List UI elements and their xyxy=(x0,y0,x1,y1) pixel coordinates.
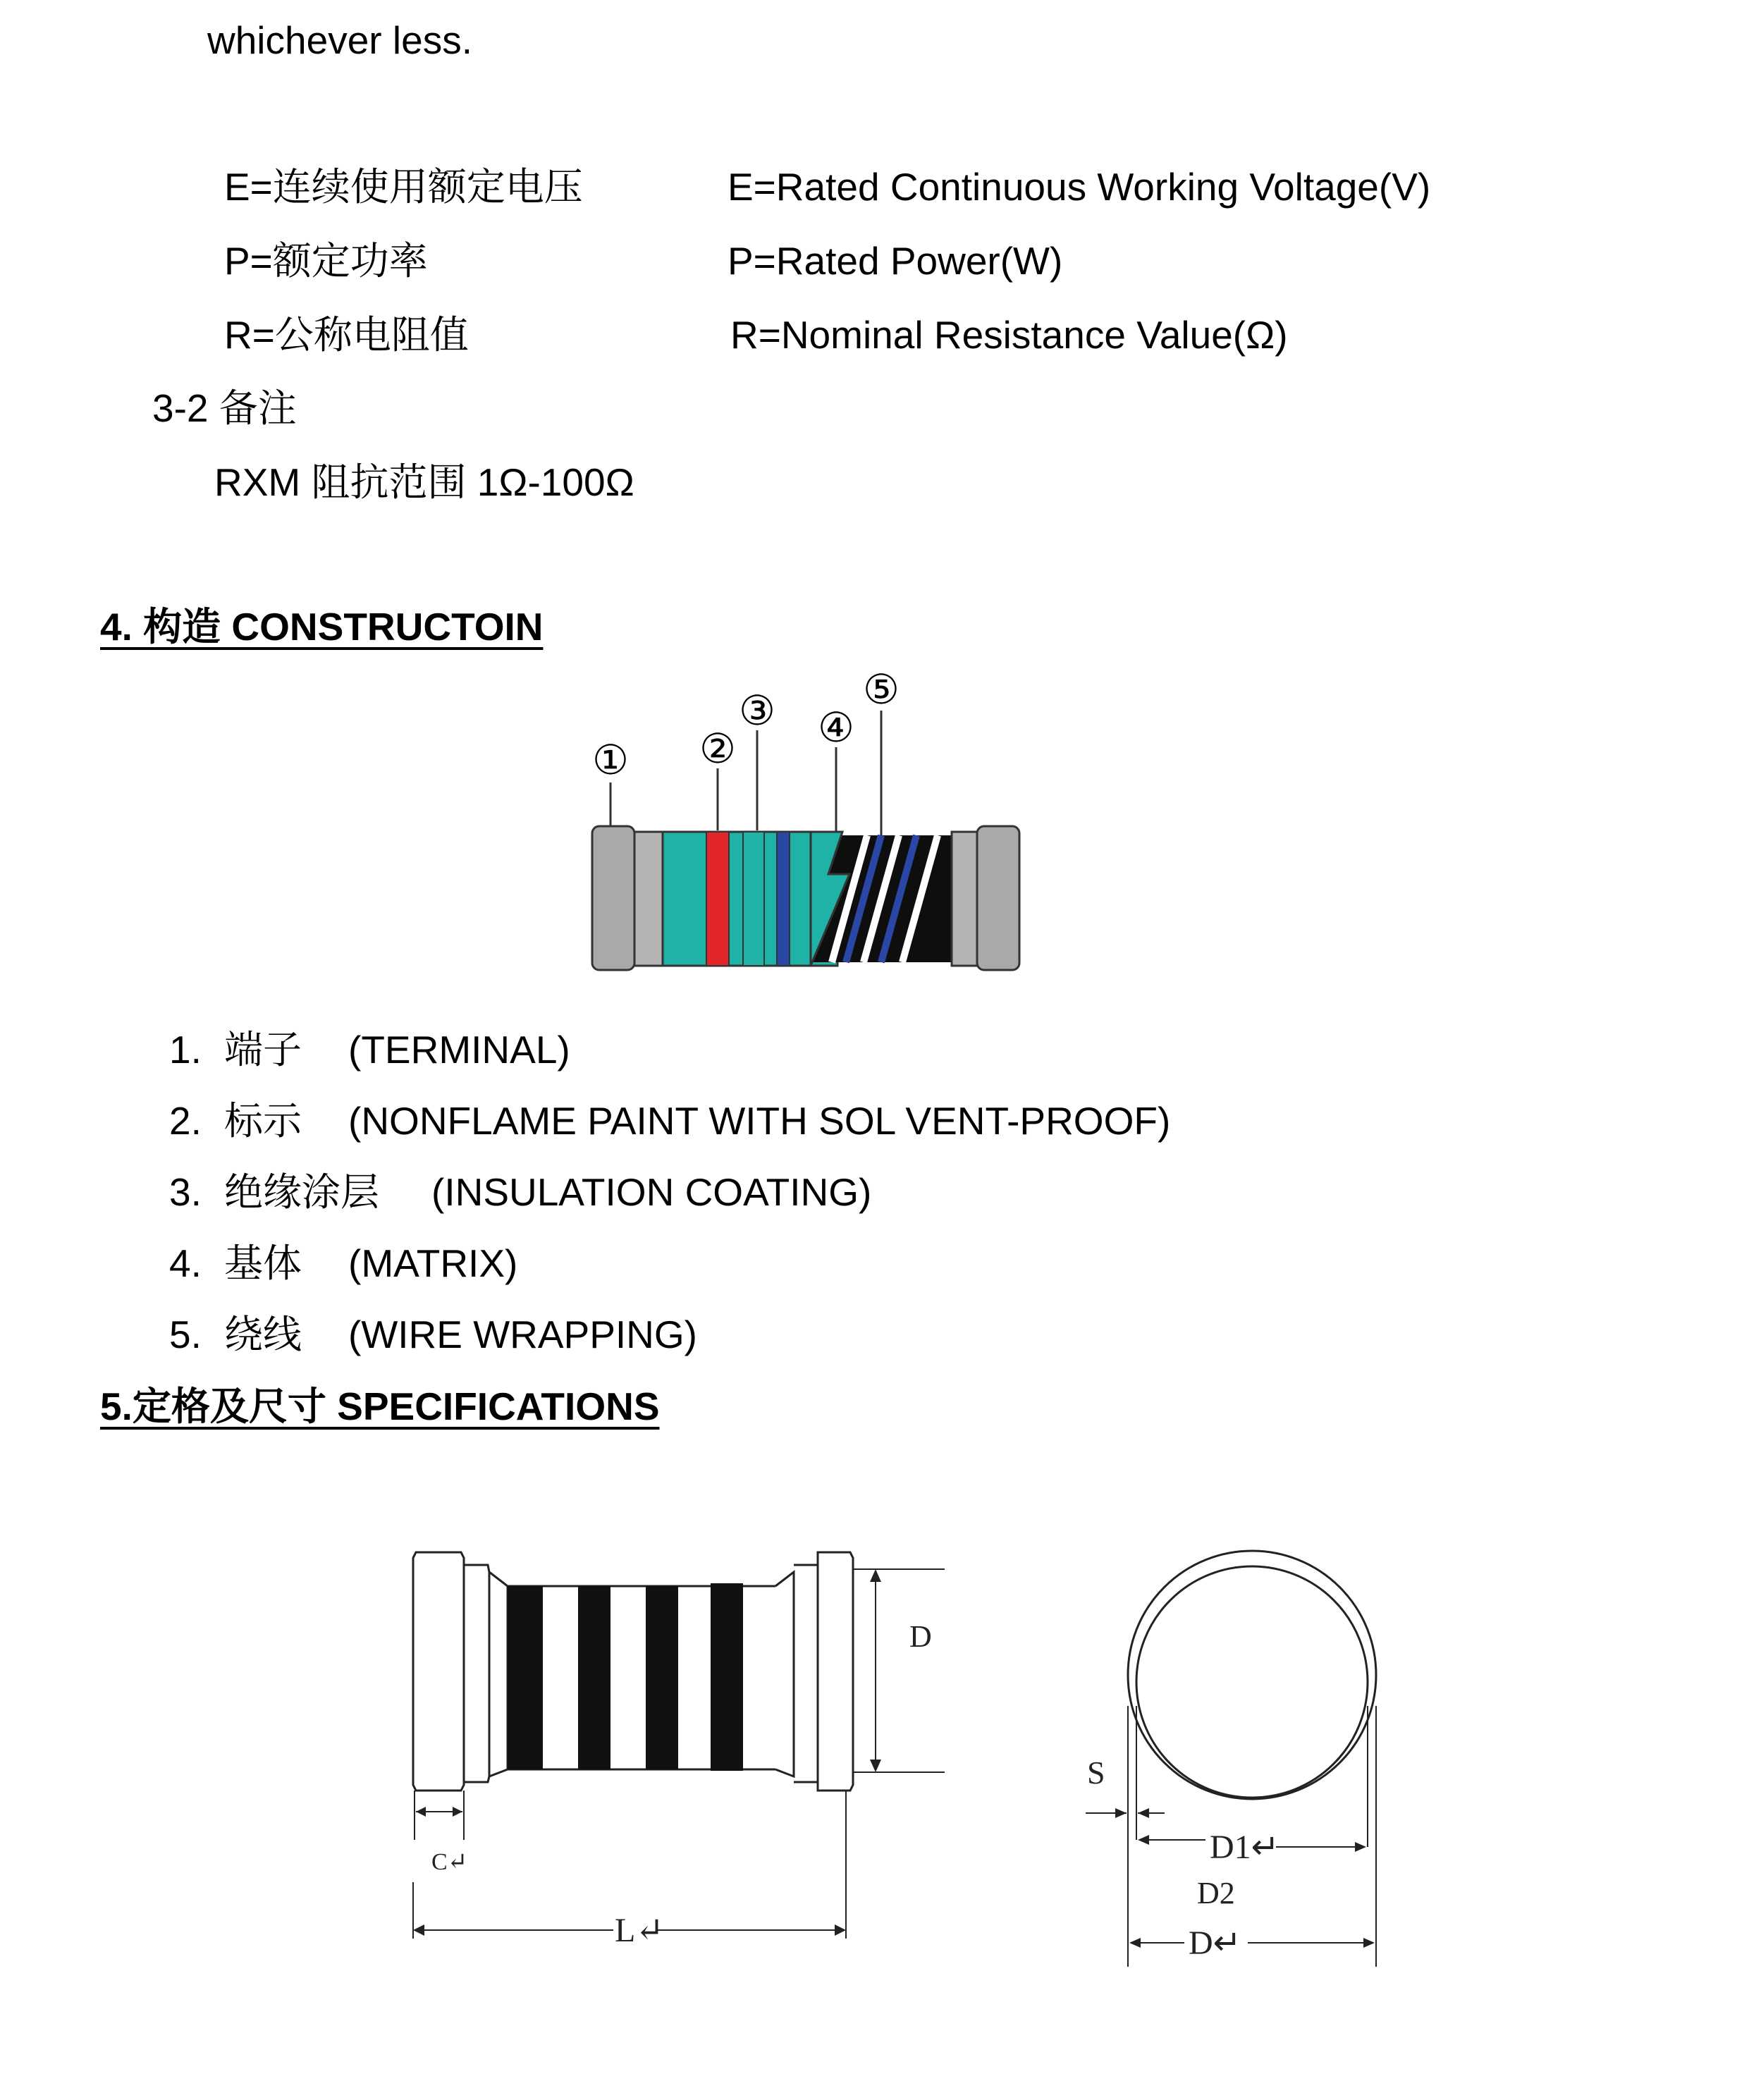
part-1-en: (TERMINAL) xyxy=(348,1028,570,1072)
definition-p-cn: P=额定功率 xyxy=(224,239,428,283)
part-2-en: (NONFLAME PAINT WITH SOL VENT-PROOF) xyxy=(348,1099,1171,1143)
part-1-cn: 端子 xyxy=(224,1028,302,1072)
label-c: C↵ xyxy=(431,1849,468,1875)
part-1-num: 1. xyxy=(169,1028,202,1072)
part-2-num: 2. xyxy=(169,1099,202,1143)
definition-p-en: P=Rated Power(W) xyxy=(728,239,1063,283)
terminal-right-inner xyxy=(952,832,980,966)
resistor-end-view-drawing xyxy=(1072,1544,1410,1981)
callout-5: ⑤ xyxy=(863,667,900,713)
label-d2: D2 xyxy=(1197,1876,1235,1910)
specifications-heading: 5.定格及尺寸 SPECIFICATIONS xyxy=(100,1384,660,1428)
part-4-num: 4. xyxy=(169,1241,202,1285)
remark-text: RXM 阻抗范围 1Ω-100Ω xyxy=(214,460,634,504)
construction-heading: 4. 构造 CONSTRUCTOIN xyxy=(100,605,544,649)
remark-heading: 3-2 备注 xyxy=(152,386,297,430)
definition-e-cn: E=连续使用额定电压 xyxy=(224,165,583,209)
definition-r-en: R=Nominal Resistance Value(Ω) xyxy=(730,313,1288,357)
part-2-cn: 标示 xyxy=(224,1099,302,1143)
part-3-cn: 绝缘涂层 xyxy=(224,1170,380,1214)
terminal-left-inner xyxy=(634,832,663,966)
part-3-en: (INSULATION COATING) xyxy=(431,1170,872,1214)
inner-circle xyxy=(1136,1566,1368,1798)
label-d-side: D xyxy=(909,1619,932,1654)
label-s: S xyxy=(1087,1755,1105,1791)
marking-band-red xyxy=(706,832,729,966)
callout-1: ① xyxy=(592,737,629,783)
definition-r-cn: R=公称电阻值 xyxy=(224,313,469,357)
terminal-right-cap xyxy=(977,826,1019,970)
label-l: L↵ xyxy=(615,1912,664,1949)
part-5-num: 5. xyxy=(169,1313,202,1356)
body-bands xyxy=(508,1583,743,1771)
callout-3: ③ xyxy=(739,688,775,734)
resistor-side-view-drawing xyxy=(402,1544,966,1981)
part-4-en: (MATRIX) xyxy=(348,1241,518,1285)
part-5-cn: 绕线 xyxy=(224,1313,302,1356)
label-d-end: D↵ xyxy=(1189,1924,1241,1962)
marking-band-blue xyxy=(777,832,790,966)
resistor-construction-diagram xyxy=(578,663,1029,973)
part-5-en: (WIRE WRAPPING) xyxy=(348,1313,697,1356)
label-d1: D1↵ xyxy=(1210,1829,1279,1866)
definition-e-en: E=Rated Continuous Working Voltage(V) xyxy=(728,165,1431,209)
terminal-left-cap xyxy=(592,826,634,970)
marking-band-teal xyxy=(743,832,764,966)
part-3-num: 3. xyxy=(169,1170,202,1214)
part-4-cn: 基体 xyxy=(224,1241,302,1285)
callout-4: ④ xyxy=(818,705,854,751)
callout-2: ② xyxy=(699,726,736,772)
intro-tail: whichever less. xyxy=(207,18,472,62)
outer-circle xyxy=(1128,1551,1376,1799)
